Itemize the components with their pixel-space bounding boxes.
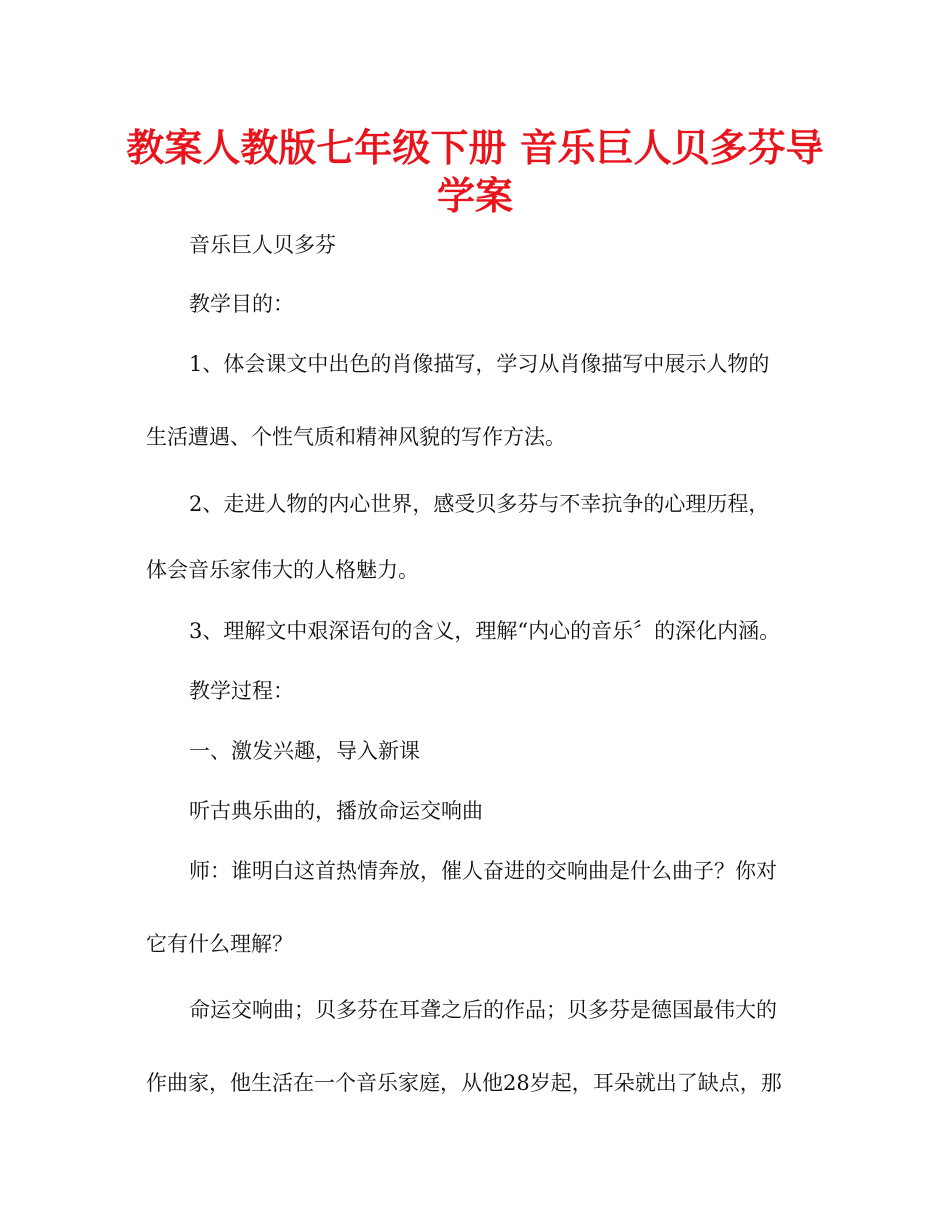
document-title-line-2: 学案: [436, 174, 513, 218]
answer-line-2: 作曲家，他生活在一个音乐家庭，从他28岁起，耳朵就出了缺点，那: [146, 1071, 782, 1095]
teacher-question-line-2: 它有什么理解？: [146, 932, 293, 956]
section-heading-process: 教学过程：: [189, 679, 294, 703]
objective-2-line-2: 体会音乐家伟大的人格魅力。: [146, 558, 419, 582]
objective-1-line-1: 1、体会课文中出色的肖像描写，学习从肖像描写中展示人物的: [189, 352, 770, 376]
step-1-heading: 一、激发兴趣，导入新课: [189, 739, 420, 763]
objective-3: 3、理解文中艰深语句的含义，理解“内心的音乐〞的深化内涵。: [189, 619, 781, 643]
answer-line-1: 命运交响曲；贝多芬在耳聋之后的作品；贝多芬是德国最伟大的: [189, 998, 777, 1022]
document-title-line-1: 教案人教版七年级下册 音乐巨人贝多芬导: [126, 126, 824, 170]
lesson-name: 音乐巨人贝多芬: [189, 233, 336, 257]
objective-2-line-1: 2、走进人物的内心世界，感受贝多芬与不幸抗争的心理历程，: [189, 492, 770, 516]
section-heading-objectives: 教学目的：: [189, 292, 294, 316]
step-1-activity: 听古典乐曲的，播放命运交响曲: [189, 799, 483, 823]
teacher-question-line-1: 师：谁明白这首热情奔放，催人奋进的交响曲是什么曲子？你对: [189, 859, 777, 883]
objective-1-line-2: 生活遭遇、个性气质和精神风貌的写作方法。: [146, 425, 566, 449]
